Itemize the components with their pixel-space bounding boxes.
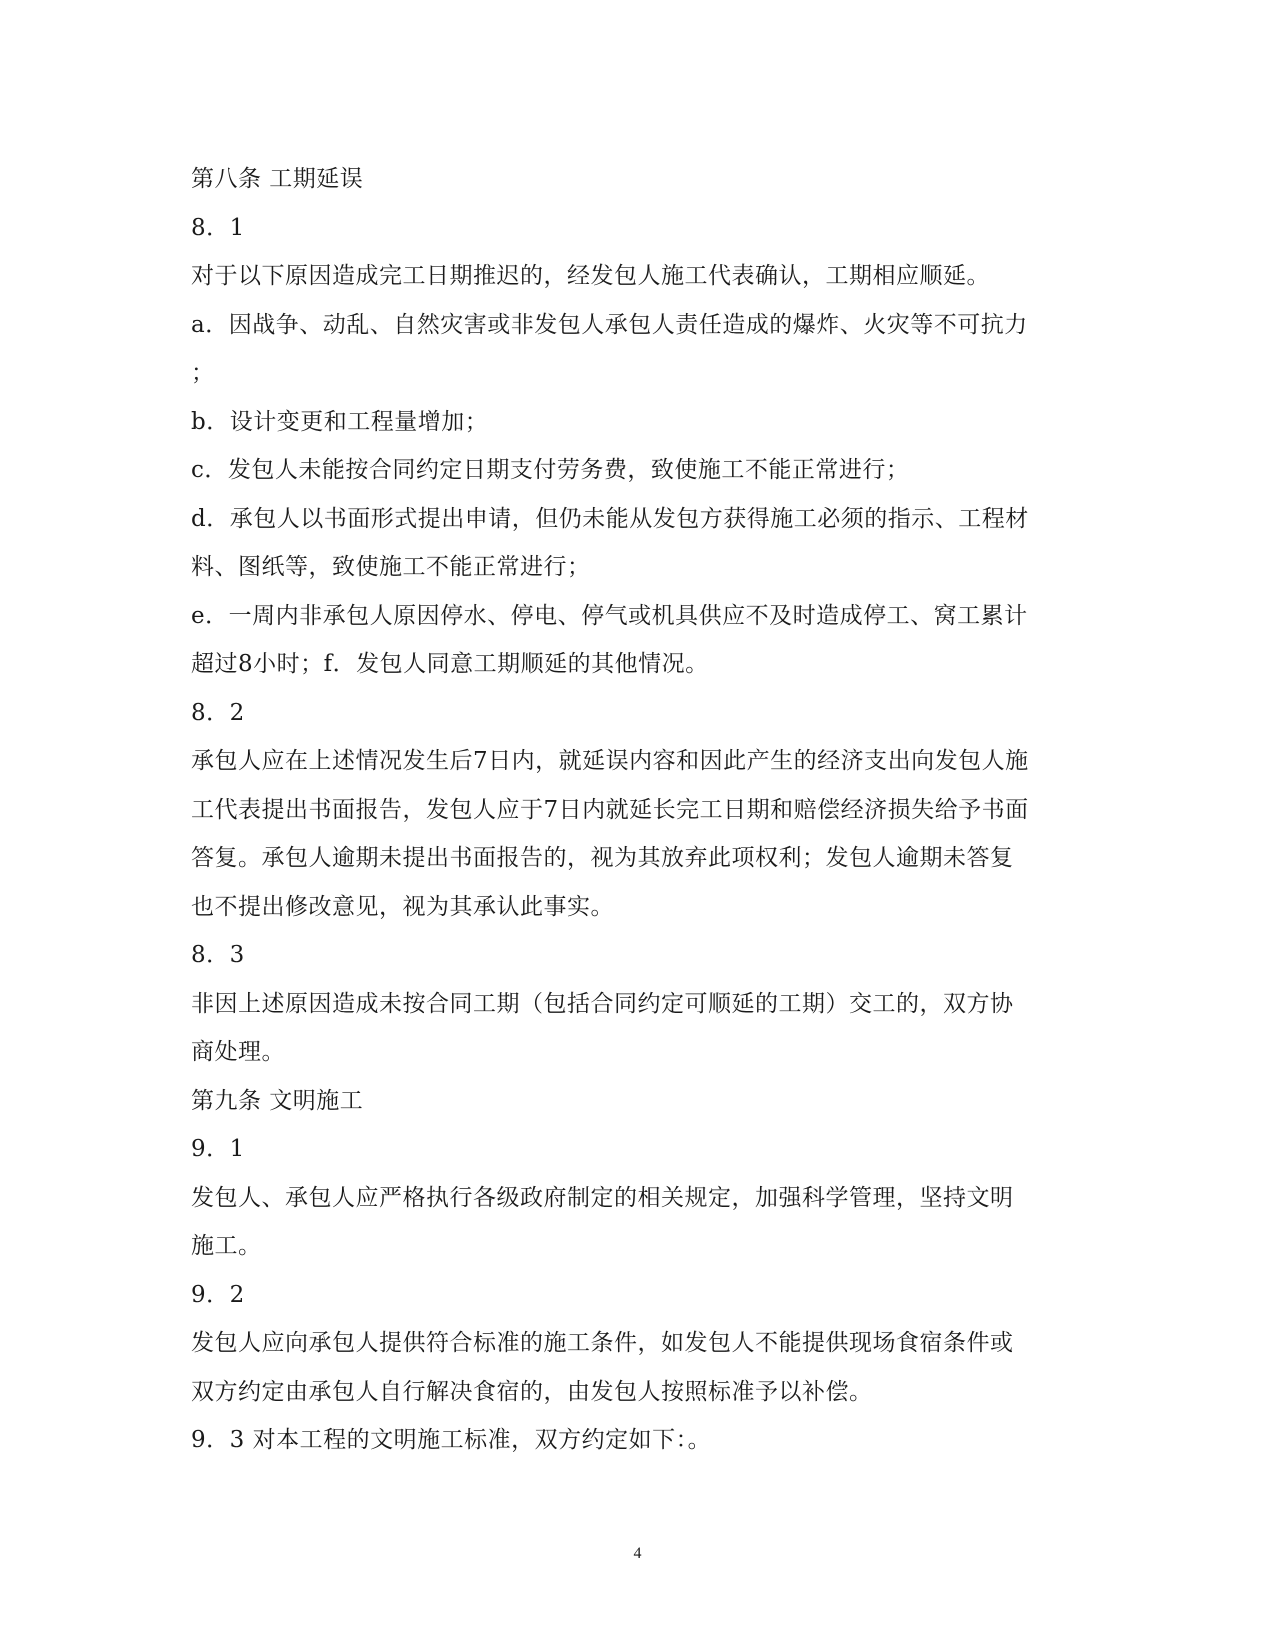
document-body [191, 155, 1091, 1465]
clause-9-1-text-line-2: 施工。 [191, 1233, 262, 1259]
clause-8-2-text-line-2: 工代表提出书面报告，发包人应于7日内就延长完工日期和赔偿经济损失给予书面 [191, 796, 1029, 823]
clause-9-2-text-line-1: 发包人应向承包人提供符合标准的施工条件，如发包人不能提供现场食宿条件或 [191, 1330, 1014, 1356]
clause-9-1-text-line-1: 发包人、承包人应严格执行各级政府制定的相关规定，加强科学管理，坚持文明 [191, 1184, 1014, 1211]
item-e-text: e．一周内非承包人原因停水、停电、停气或机具供应不及时造成停工、窝工累计 [191, 602, 1028, 629]
clause-8-3-text-line-2: 商处理。 [191, 1039, 285, 1065]
item-e-f-text: 超过8小时；f．发包人同意工期顺延的其他情况。 [191, 651, 709, 677]
clause-8-2-text-line-4: 也不提出修改意见，视为其承认此事实。 [191, 893, 614, 920]
clause-8-1-text: 对于以下原因造成完工日期推迟的，经发包人施工代表确认，工期相应顺延。 [191, 263, 990, 289]
item-d-text-continued: 料、图纸等，致使施工不能正常进行； [191, 554, 591, 580]
clause-9-3-text: 9．3 对本工程的文明施工标准，双方约定如下：。 [191, 1427, 712, 1453]
clause-8-2-text-line-3: 答复。承包人逾期未提出书面报告的，视为其放弃此项权利；发包人逾期未答复 [191, 845, 1014, 871]
article-9-heading: 第九条 文明施工 [191, 1087, 364, 1114]
clause-9-1-number: 9．1 [191, 1136, 245, 1162]
clause-9-2-text-line-2: 双方约定由承包人自行解决食宿的，由发包人按照标准予以补偿。 [191, 1378, 873, 1405]
clause-8-2-text-line-1: 承包人应在上述情况发生后7日内，就延误内容和因此产生的经济支出向发包人施 [191, 748, 1029, 774]
item-a-text-continued: ； [191, 360, 215, 386]
item-a-text: a．因战争、动乱、自然灾害或非发包人承包人责任造成的爆炸、火灾等不可抗力 [191, 311, 1028, 338]
clause-8-3-number: 8．3 [191, 942, 245, 968]
clause-8-3-text-line-1: 非因上述原因造成未按合同工期（包括合同约定可顺延的工期）交工的，双方协 [191, 990, 1014, 1017]
page-number: 4 [633, 1545, 642, 1562]
item-d-text: d．承包人以书面形式提出申请，但仍未能从发包方获得施工必须的指示、工程材 [191, 505, 1029, 532]
item-c-text: c．发包人未能按合同约定日期支付劳务费，致使施工不能正常进行； [191, 457, 910, 483]
item-b-text: b．设计变更和工程量增加； [191, 408, 489, 435]
clause-9-2-number: 9．2 [191, 1281, 245, 1308]
clause-8-2-number: 8．2 [191, 699, 245, 726]
clause-8-1-number: 8．1 [191, 214, 245, 241]
article-8-heading: 第八条 工期延误 [191, 166, 364, 192]
